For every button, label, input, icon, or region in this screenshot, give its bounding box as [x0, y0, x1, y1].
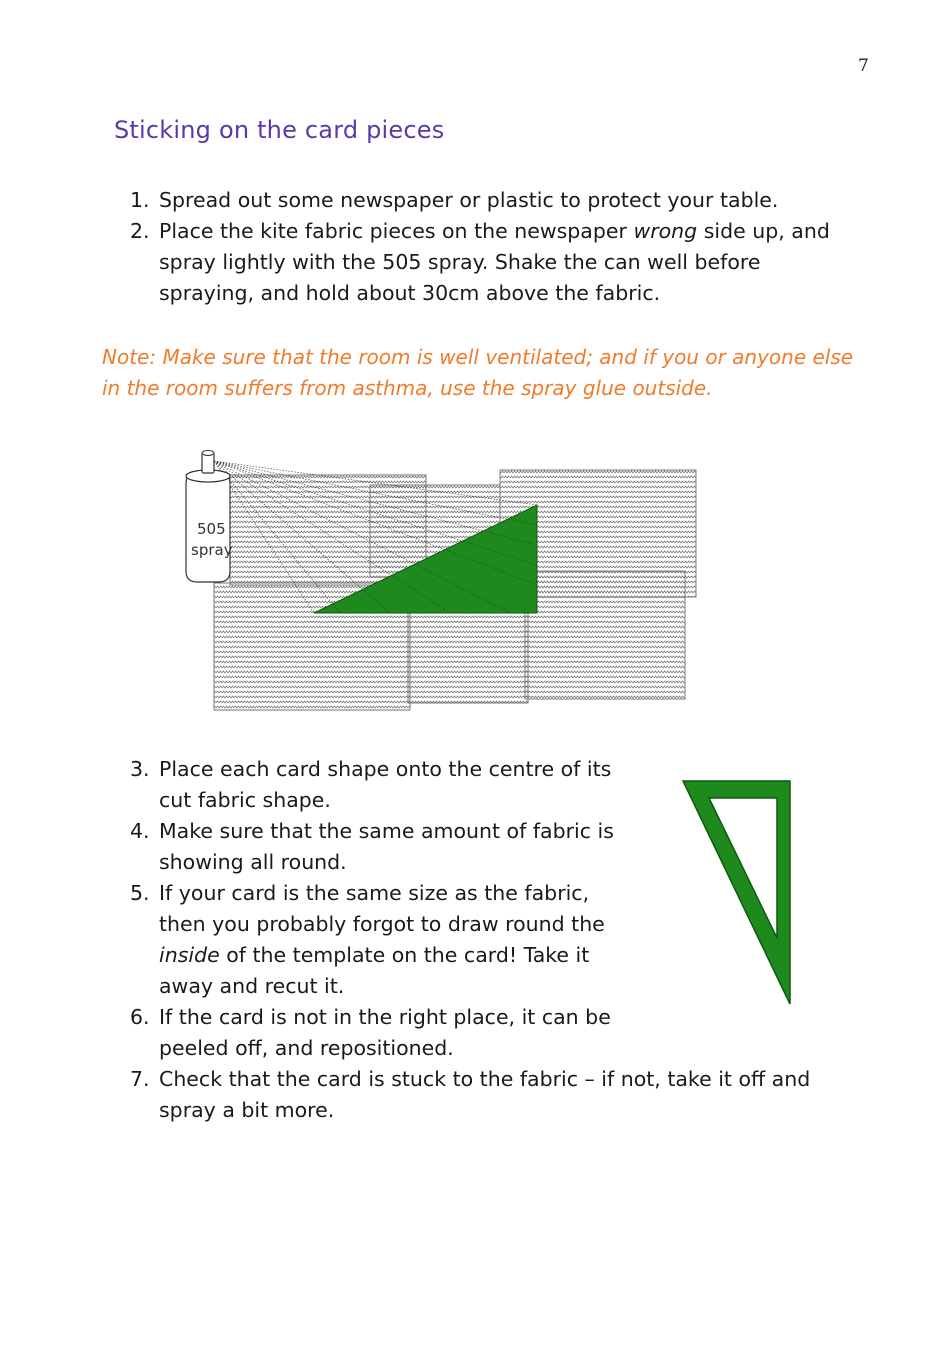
- step-text-before: If your card is the same size as the fabric, then you probably forgot to draw round the: [159, 881, 605, 936]
- spray-can-label-line1: 505: [197, 520, 226, 538]
- steps-list-part-1: [0, 185, 860, 309]
- list-item: [0, 216, 860, 309]
- page-number: 7: [858, 56, 869, 76]
- step-text: Make sure that the same amount of fabric is showing all round.: [159, 819, 614, 874]
- step-text: If the card is not in the right place, it can be peeled off, and repositioned.: [159, 1005, 611, 1060]
- step-text-before: Place the kite fabric pieces on the newspaper: [159, 219, 634, 243]
- step-text-after: of the template on the card! Take it away and recut it.: [159, 943, 590, 998]
- section-title: Sticking on the card pieces: [114, 116, 445, 144]
- emphasis-wrong: wrong: [633, 219, 698, 243]
- list-item: [0, 1002, 860, 1064]
- safety-note: Note: Make sure that the room is well ventilated; and if you or anyone else in the room suffers from asthma, use the spray glue outside.: [102, 345, 854, 400]
- step-number: 2.: [130, 219, 150, 243]
- step-text-after: side up, and spray lightly with the 505 spray. Shake the can well before spraying, and hold about 30cm above the fabric.: [159, 219, 830, 305]
- step-text: Spread out some newspaper or plastic to protect your table.: [159, 188, 779, 212]
- emphasis-inside: inside: [159, 943, 220, 967]
- step-number: 1.: [130, 188, 150, 212]
- spray-diagram: [180, 445, 710, 717]
- spray-can-label-line2: spray: [191, 541, 233, 559]
- step-number: 7.: [130, 1067, 150, 1091]
- card-template-triangle: [680, 778, 796, 1010]
- step-text: [159, 878, 639, 1002]
- template-outline: [683, 781, 790, 1004]
- step-text: Place each card shape onto the centre of its cut fabric shape.: [159, 757, 612, 812]
- list-item: [0, 185, 860, 216]
- step-text: [159, 219, 830, 305]
- step-number: 5.: [130, 881, 150, 905]
- list-item: [0, 1064, 860, 1126]
- step-text: Check that the card is stuck to the fabric – if not, take it off and spray a bit more.: [159, 1067, 811, 1122]
- step-number: 4.: [130, 819, 150, 843]
- step-number: 3.: [130, 757, 150, 781]
- step-number: 6.: [130, 1005, 150, 1029]
- spray-can: [186, 451, 233, 583]
